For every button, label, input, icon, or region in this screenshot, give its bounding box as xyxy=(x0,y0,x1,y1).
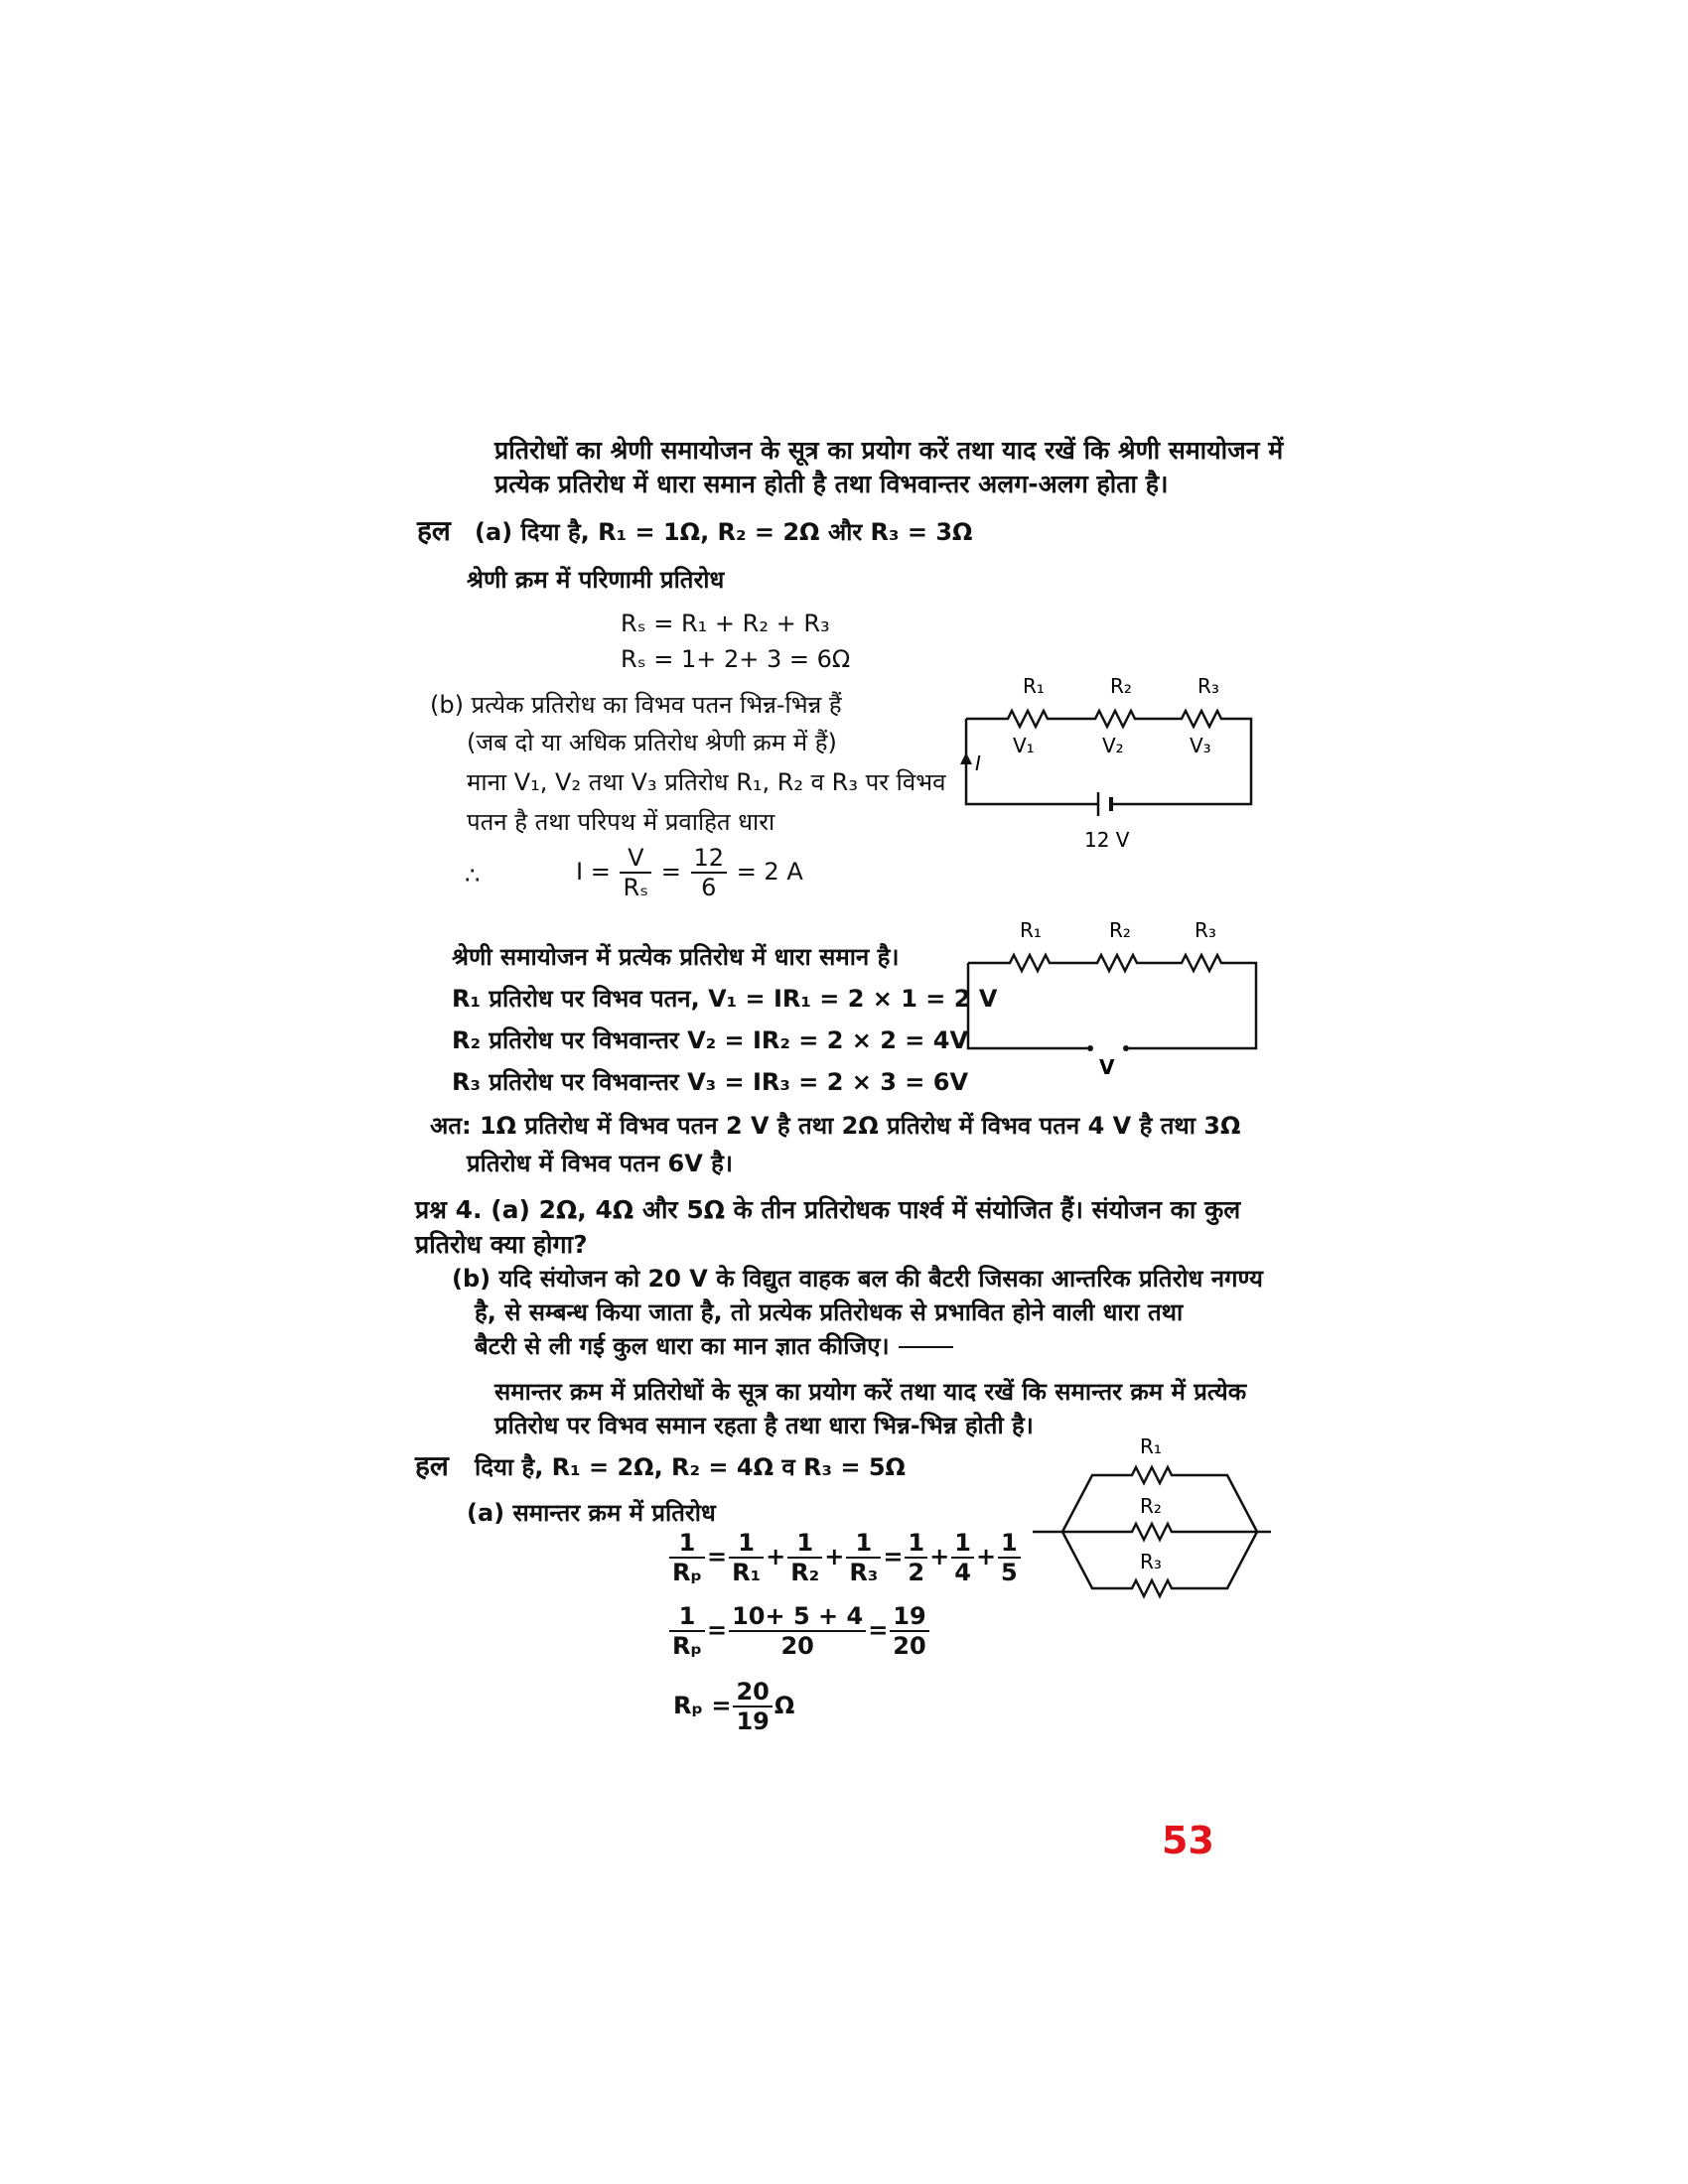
solution-label: हल xyxy=(417,514,451,547)
parallel-equation-1: $\frac{1}{\text{Rₚ}}$ = $\frac{1}{\text{R₁}}$ + $\frac{1}{\text{R₂}}$ + $\frac{1}{\text{R₃}}$ = $\frac{1}{2}$ + $\frac{1}{4}$ + $\frac{1}{5}$ xyxy=(667,1529,1023,1586)
intro-line-2: प्रत्येक प्रतिरोध में धारा समान होती है तथा विभवान्तर अलग-अलग होता है। xyxy=(494,470,1169,498)
solution-label-2: हल xyxy=(415,1449,449,1482)
part-b-line-1: (b) प्रत्येक प्रतिरोध का विभव पतन भिन्न-भिन्न हैं xyxy=(430,691,842,719)
question-4-hint-1: समान्तर क्रम में प्रतिरोधों के सूत्र का प्रयोग करें तथा याद रखें कि समान्तर क्रम में प्रत्येक xyxy=(494,1378,1247,1406)
label-r1: R₁ xyxy=(1020,918,1042,942)
parallel-heading: (a) समान्तर क्रम में प्रतिरोध xyxy=(467,1499,716,1527)
label-battery: 12 V xyxy=(1084,828,1130,852)
label-v2: V₂ xyxy=(1102,734,1124,757)
series-heading: श्रेणी क्रम में परिणामी प्रतिरोध xyxy=(467,566,725,594)
label-r3: R₃ xyxy=(1197,674,1219,698)
question-4-b-line-2: है, से सम्बन्ध किया जाता है, तो प्रत्येक प्रतिरोधक से प्रभावित होने वाली धारा तथा xyxy=(475,1298,1184,1326)
series-circuit-diagram-2 xyxy=(958,911,1276,1090)
fraction-v-over-rs: $\frac{V}{\text{Rₛ}}$ xyxy=(620,844,651,901)
label-r3: R₃ xyxy=(1195,918,1216,942)
terminal-left-icon xyxy=(1087,1045,1093,1051)
v2-calculation: R₂ प्रतिरोध पर विभवान्तर V₂ = IR₂ = 2 × 2 = 4V xyxy=(452,1026,969,1054)
parallel-result: Rₚ = $\frac{20}{19}$ Ω xyxy=(673,1678,795,1735)
therefore-symbol: ∴ xyxy=(465,862,481,889)
fraction-12-over-6: $\frac{12}{6}$ xyxy=(691,844,728,901)
terminal-right-icon xyxy=(1123,1045,1129,1051)
series-formula: Rₛ = R₁ + R₂ + R₃ xyxy=(621,610,830,637)
parallel-equation-2: $\frac{1}{\text{Rₚ}}$ = $\frac{10+ 5 + 4}{20}$ = $\frac{19}{20}$ xyxy=(667,1602,931,1660)
v3-calculation: R₃ प्रतिरोध पर विभवान्तर V₃ = IR₃ = 2 × 3 = 6V xyxy=(452,1068,969,1096)
question-4-b-line-3: बैटरी से ली गई कुल धारा का मान ज्ञात कीजिए। xyxy=(475,1332,890,1360)
question-4-b-line-1: (b) यदि संयोजन को 20 V के विद्युत वाहक बल की बैटरी जिसका आन्तरिक प्रतिरोध नगण्य xyxy=(452,1265,1263,1293)
series-circuit-diagram xyxy=(953,667,1271,856)
conclusion-line-2: प्रतिरोध में विभव पतन 6V है। xyxy=(467,1150,733,1177)
label-r2: R₂ xyxy=(1110,674,1132,698)
label-r2: R₂ xyxy=(1140,1494,1162,1518)
underline-mark xyxy=(899,1346,953,1348)
label-r3: R₃ xyxy=(1140,1550,1162,1573)
label-v3: V₃ xyxy=(1190,734,1211,757)
label-v1: V₁ xyxy=(1013,734,1035,757)
part-b-line-3: माना V₁, V₂ तथा V₃ प्रतिरोध R₁, R₂ व R₃ पर विभव xyxy=(467,768,946,796)
current-lhs: I = xyxy=(576,858,611,886)
label-r2: R₂ xyxy=(1109,918,1131,942)
label-current: I xyxy=(975,751,981,775)
question-4-hint-2: प्रतिरोध पर विभव समान रहता है तथा धारा भिन्न-भिन्न होती है। xyxy=(494,1412,1034,1439)
conclusion-line-1: अत: 1Ω प्रतिरोध में विभव पतन 2 V है तथा 2Ω प्रतिरोध में विभव पतन 4 V है तथा 3Ω xyxy=(430,1112,1241,1140)
parallel-circuit-diagram xyxy=(1033,1430,1271,1608)
given-values-2: दिया है, R₁ = 2Ω, R₂ = 4Ω व R₃ = 5Ω xyxy=(475,1453,906,1481)
intro-line-1: प्रतिरोधों का श्रेणी समायोजन के सूत्र का प्रयोग करें तथा याद रखें कि श्रेणी समायोजन में xyxy=(494,436,1284,465)
question-4-a-line-2: प्रतिरोध क्या होगा? xyxy=(415,1230,588,1259)
page-number: 53 xyxy=(1162,1819,1214,1862)
series-result: Rₛ = 1+ 2+ 3 = 6Ω xyxy=(621,645,851,673)
label-r1: R₁ xyxy=(1140,1434,1162,1458)
current-equation: I = $\frac{V}{\text{Rₛ}}$ = $\frac{12}{6}$ = 2 A xyxy=(576,844,803,901)
given-values: (a) दिया है, R₁ = 1Ω, R₂ = 2Ω और R₃ = 3Ω xyxy=(475,518,973,546)
part-b-line-4: पतन है तथा परिपथ में प्रवाहित धारा xyxy=(467,808,775,836)
part-b-line-2: (जब दो या अधिक प्रतिरोध श्रेणी क्रम में हैं) xyxy=(467,729,837,756)
same-current-note: श्रेणी समायोजन में प्रत्येक प्रतिरोध में धारा समान है। xyxy=(452,943,900,971)
current-result: = 2 A xyxy=(736,858,803,886)
v1-calculation: R₁ प्रतिरोध पर विभव पतन, V₁ = IR₁ = 2 × 1 = 2 V xyxy=(452,985,998,1013)
label-r1: R₁ xyxy=(1023,674,1045,698)
label-v: V xyxy=(1099,1055,1115,1079)
question-4-a-line-1: प्रश्न 4. (a) 2Ω, 4Ω और 5Ω के तीन प्रतिरोधक पार्श्व में संयोजित हैं। संयोजन का कुल xyxy=(415,1195,1241,1224)
current-arrow-icon xyxy=(960,752,972,764)
